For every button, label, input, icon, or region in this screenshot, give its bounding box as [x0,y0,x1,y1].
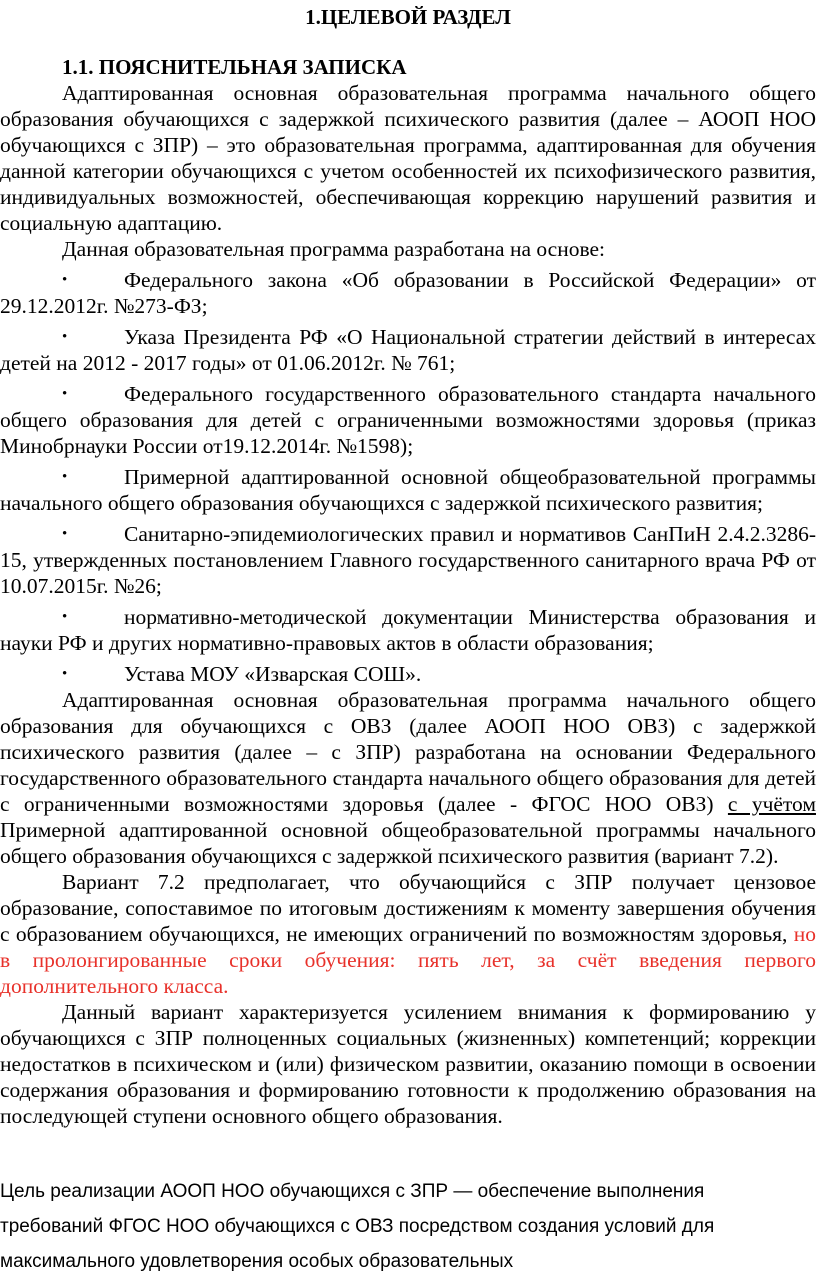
list-item [0,521,816,599]
bullet-icon: • [62,469,68,485]
list-item [0,604,816,656]
paragraph-description: Данный вариант характеризуется усилением внимания к формированию у обучающихся с ЗПР полноценных социальных (жизненных) компетенций; коррекции недостатков в психическом и (или) физическом развитии, оказанию помощи в освоении содержания образования и формированию готовности к продолжению образования на последующей ступени основного общего образования. [0,1000,816,1128]
list-item [0,381,816,459]
subsection-heading: 1.1. ПОЯСНИТЕЛЬНАЯ ЗАПИСКА [62,55,407,79]
bullet-icon: • [62,272,68,288]
bullet-icon: • [62,386,68,402]
bullet-icon: • [62,329,68,345]
paragraph-basis: Данная образовательная программа разработана на основе: [62,237,606,261]
highlighted-text: но в пролонгированные сроки обучения: пять лет, за счёт введения первого дополнительного класса. [0,922,816,998]
list-item [0,464,816,516]
paragraph-variant: Вариант 7.2 предполагает, что обучающийся с ЗПР получает цензовое образование, сопоставимое по итоговым достижениям к моменту завершения обучения с образованием обучающихся, не имеющих ограничений по возможностям здоровья, но в пролонгированные сроки обучения: пять лет, за счёт введения первого дополнительного класса. [0,870,816,998]
underlined-phrase: с учётом [727,792,816,816]
list-item [0,267,816,319]
paragraph-intro: Адаптированная основная образовательная программа начального общего образования обучающихся с задержкой психического развития (далее – АООП НОО обучающихся с ЗПР) – это образовательная программа, адаптированная для обучения данной категории обучающихся с учетом особенностей их психофизического развития, индивидуальных возможностей, обеспечивающая коррекцию нарушений развития и социальную адаптацию. [0,81,816,235]
goal-statement [0,1174,816,1279]
list-item-text: Федерального государственного образовательного стандарта начального общего образования для детей с ограниченными возможностями здоровья (приказ Минобрнауки России от19.12.2014г. №1598); [0,382,816,458]
list-item-text: нормативно-методической документации Министерства образования и науки РФ и других нормативно-правовых актов в области образования; [0,605,816,655]
goal-line: Цель реализации АООП НОО обучающихся с ЗПР — обеспечение выполнения [0,1181,705,1202]
section-heading: 1.ЦЕЛЕВОЙ РАЗДЕЛ [305,5,511,29]
bullet-icon: • [62,526,68,542]
bullet-icon: • [62,666,68,682]
bullet-icon: • [62,609,68,625]
paragraph-program: Адаптированная основная образовательная программа начального общего образования для обучающихся с ОВЗ (далее АООП НОО ОВЗ) с задержкой психического развития (далее – с ЗПР) разработана на основании Федерального государственного образовательного стандарта начального общего образования для детей с ограниченными возможностями здоровья (далее - ФГОС НОО ОВЗ) с учётом Примерной адаптированной основной общеобразовательной программы начального общего образования обучающихся с задержкой психического развития (вариант 7.2). [0,688,816,868]
list-item-text: Примерной адаптированной основной общеобразовательной программы начального общего образования обучающихся с задержкой психического развития; [0,465,816,515]
goal-line: требований ФГОС НОО обучающихся с ОВЗ посредством создания условий для [0,1216,715,1237]
goal-line: максимального удовлетворения особых образовательных [0,1251,514,1272]
document-body [0,80,816,1129]
list-item-text: Санитарно-эпидемиологических правил и нормативов СанПиН 2.4.2.3286-15, утвержденных постановлением Главного государственного санитарного врача РФ от 10.07.2015г. №26; [0,522,816,598]
list-item [0,661,816,687]
list-item [0,324,816,376]
list-item-text: Устава МОУ «Изварская СОШ». [124,662,422,686]
list-item-text: Указа Президента РФ «О Национальной стратегии действий в интересах детей на 2012 - 2017 годы» от 01.06.2012г. № 761; [0,325,816,375]
list-item-text: Федерального закона «Об образовании в Российской Федерации» от 29.12.2012г. №273-ФЗ; [0,268,816,318]
